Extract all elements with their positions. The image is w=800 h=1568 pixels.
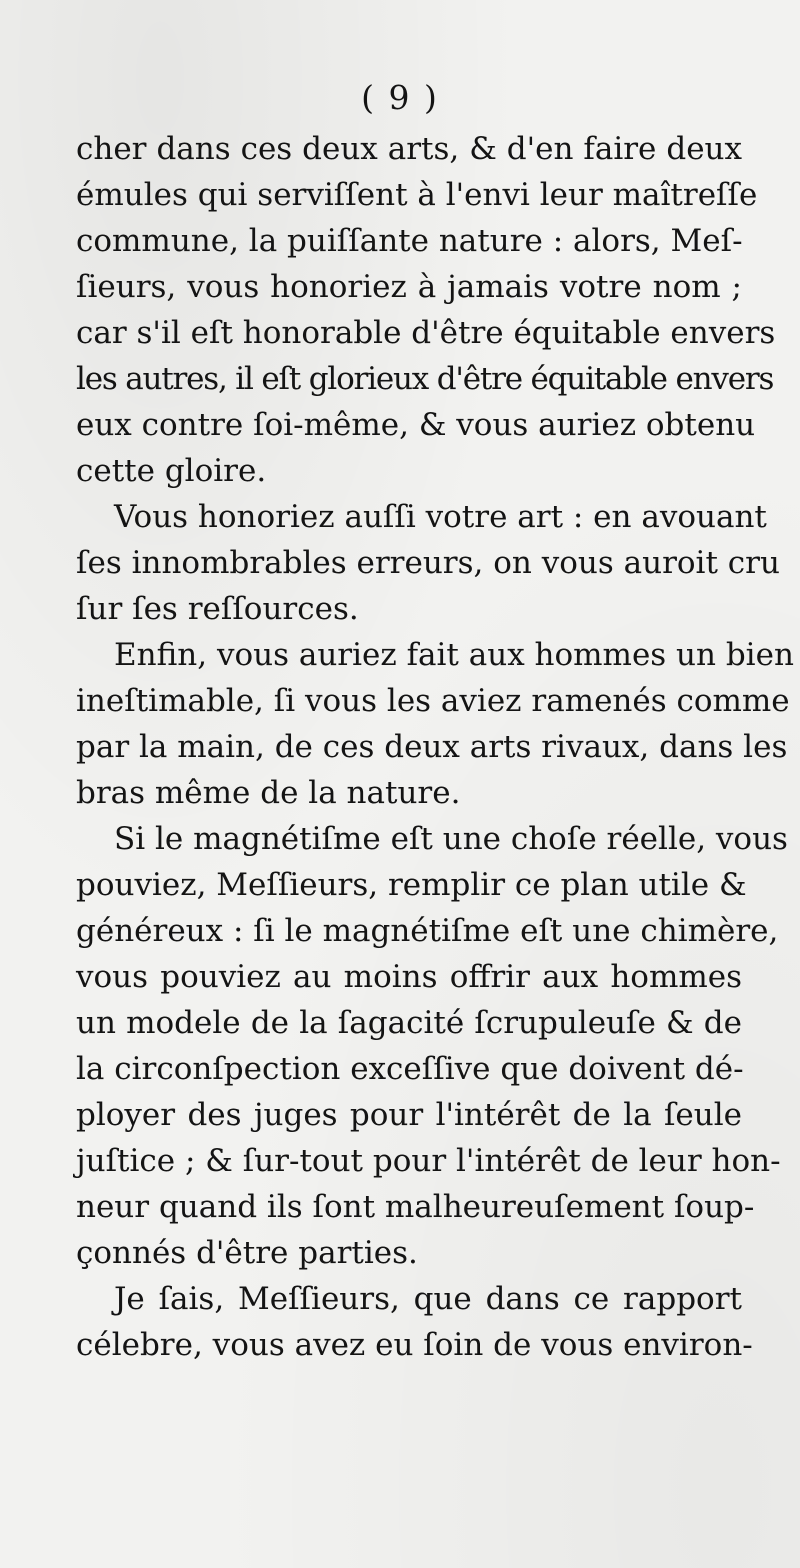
text-line: neur quand ils ſont malheureuſement ſoup- [76, 1189, 755, 1225]
body-text [76, 126, 794, 1368]
text-line: car s'il eſt honorable d'être équitable envers [76, 315, 776, 351]
paragraph-3 [76, 632, 794, 816]
page-number: ( 9 ) [361, 78, 439, 117]
text-line: eux contre ſoi-même, & vous auriez obtenu [76, 407, 756, 443]
paragraph-1 [76, 126, 776, 494]
text-line: ſes innombrables erreurs, on vous auroit cru [76, 545, 780, 581]
text-line: ineſtimable, ſi vous les aviez ramenés comme [76, 683, 790, 719]
text-line: çonnés d'être parties. [76, 1235, 418, 1271]
text-line: célebre, vous avez eu ſoin de vous environ- [76, 1327, 753, 1363]
text-line: cher dans ces deux arts, & d'en faire deux [76, 131, 742, 167]
text-line: bras même de la nature. [76, 775, 461, 811]
paragraph-2 [76, 494, 780, 632]
text-line: ſur ſes reſſources. [76, 591, 359, 627]
text-line: Si le magnétiſme eſt une choſe réelle, vous [114, 821, 788, 857]
paragraph-5 [76, 1276, 753, 1368]
text-line: cette gloire. [76, 453, 267, 489]
text-line: vous pouviez au moins offrir aux hommes [76, 959, 742, 995]
text-line: pouviez, Meſſieurs, remplir ce plan utile & [76, 867, 747, 903]
text-line: émules qui serviſſent à l'envi leur maîtreſſe [76, 177, 758, 213]
text-line: Je ſais, Meſſieurs, que dans ce rapport [114, 1281, 742, 1317]
text-line: ployer des juges pour l'intérêt de la ſeule [76, 1097, 742, 1133]
text-line: Vous honoriez auſſi votre art : en avouant [114, 499, 767, 535]
paragraph-4 [76, 816, 788, 1276]
text-line: commune, la puiſſante nature : alors, Meſ- [76, 223, 743, 259]
text-line: Enfin, vous auriez fait aux hommes un bien [114, 637, 794, 673]
text-line: un modele de la ſagacité ſcrupuleuſe & de [76, 1005, 742, 1041]
text-line: ſieurs, vous honoriez à jamais votre nom ; [76, 269, 742, 305]
text-line: la circonſpection exceſſive que doivent dé- [76, 1051, 744, 1087]
text-line: par la main, de ces deux arts rivaux, dans les [76, 729, 788, 765]
text-line: juſtice ; & ſur-tout pour l'intérêt de leur hon- [76, 1143, 781, 1179]
text-line: les autres, il eſt glorieux d'être équitable envers [76, 361, 774, 397]
text-line: généreux : ſi le magnétiſme eſt une chimère, [76, 913, 779, 949]
